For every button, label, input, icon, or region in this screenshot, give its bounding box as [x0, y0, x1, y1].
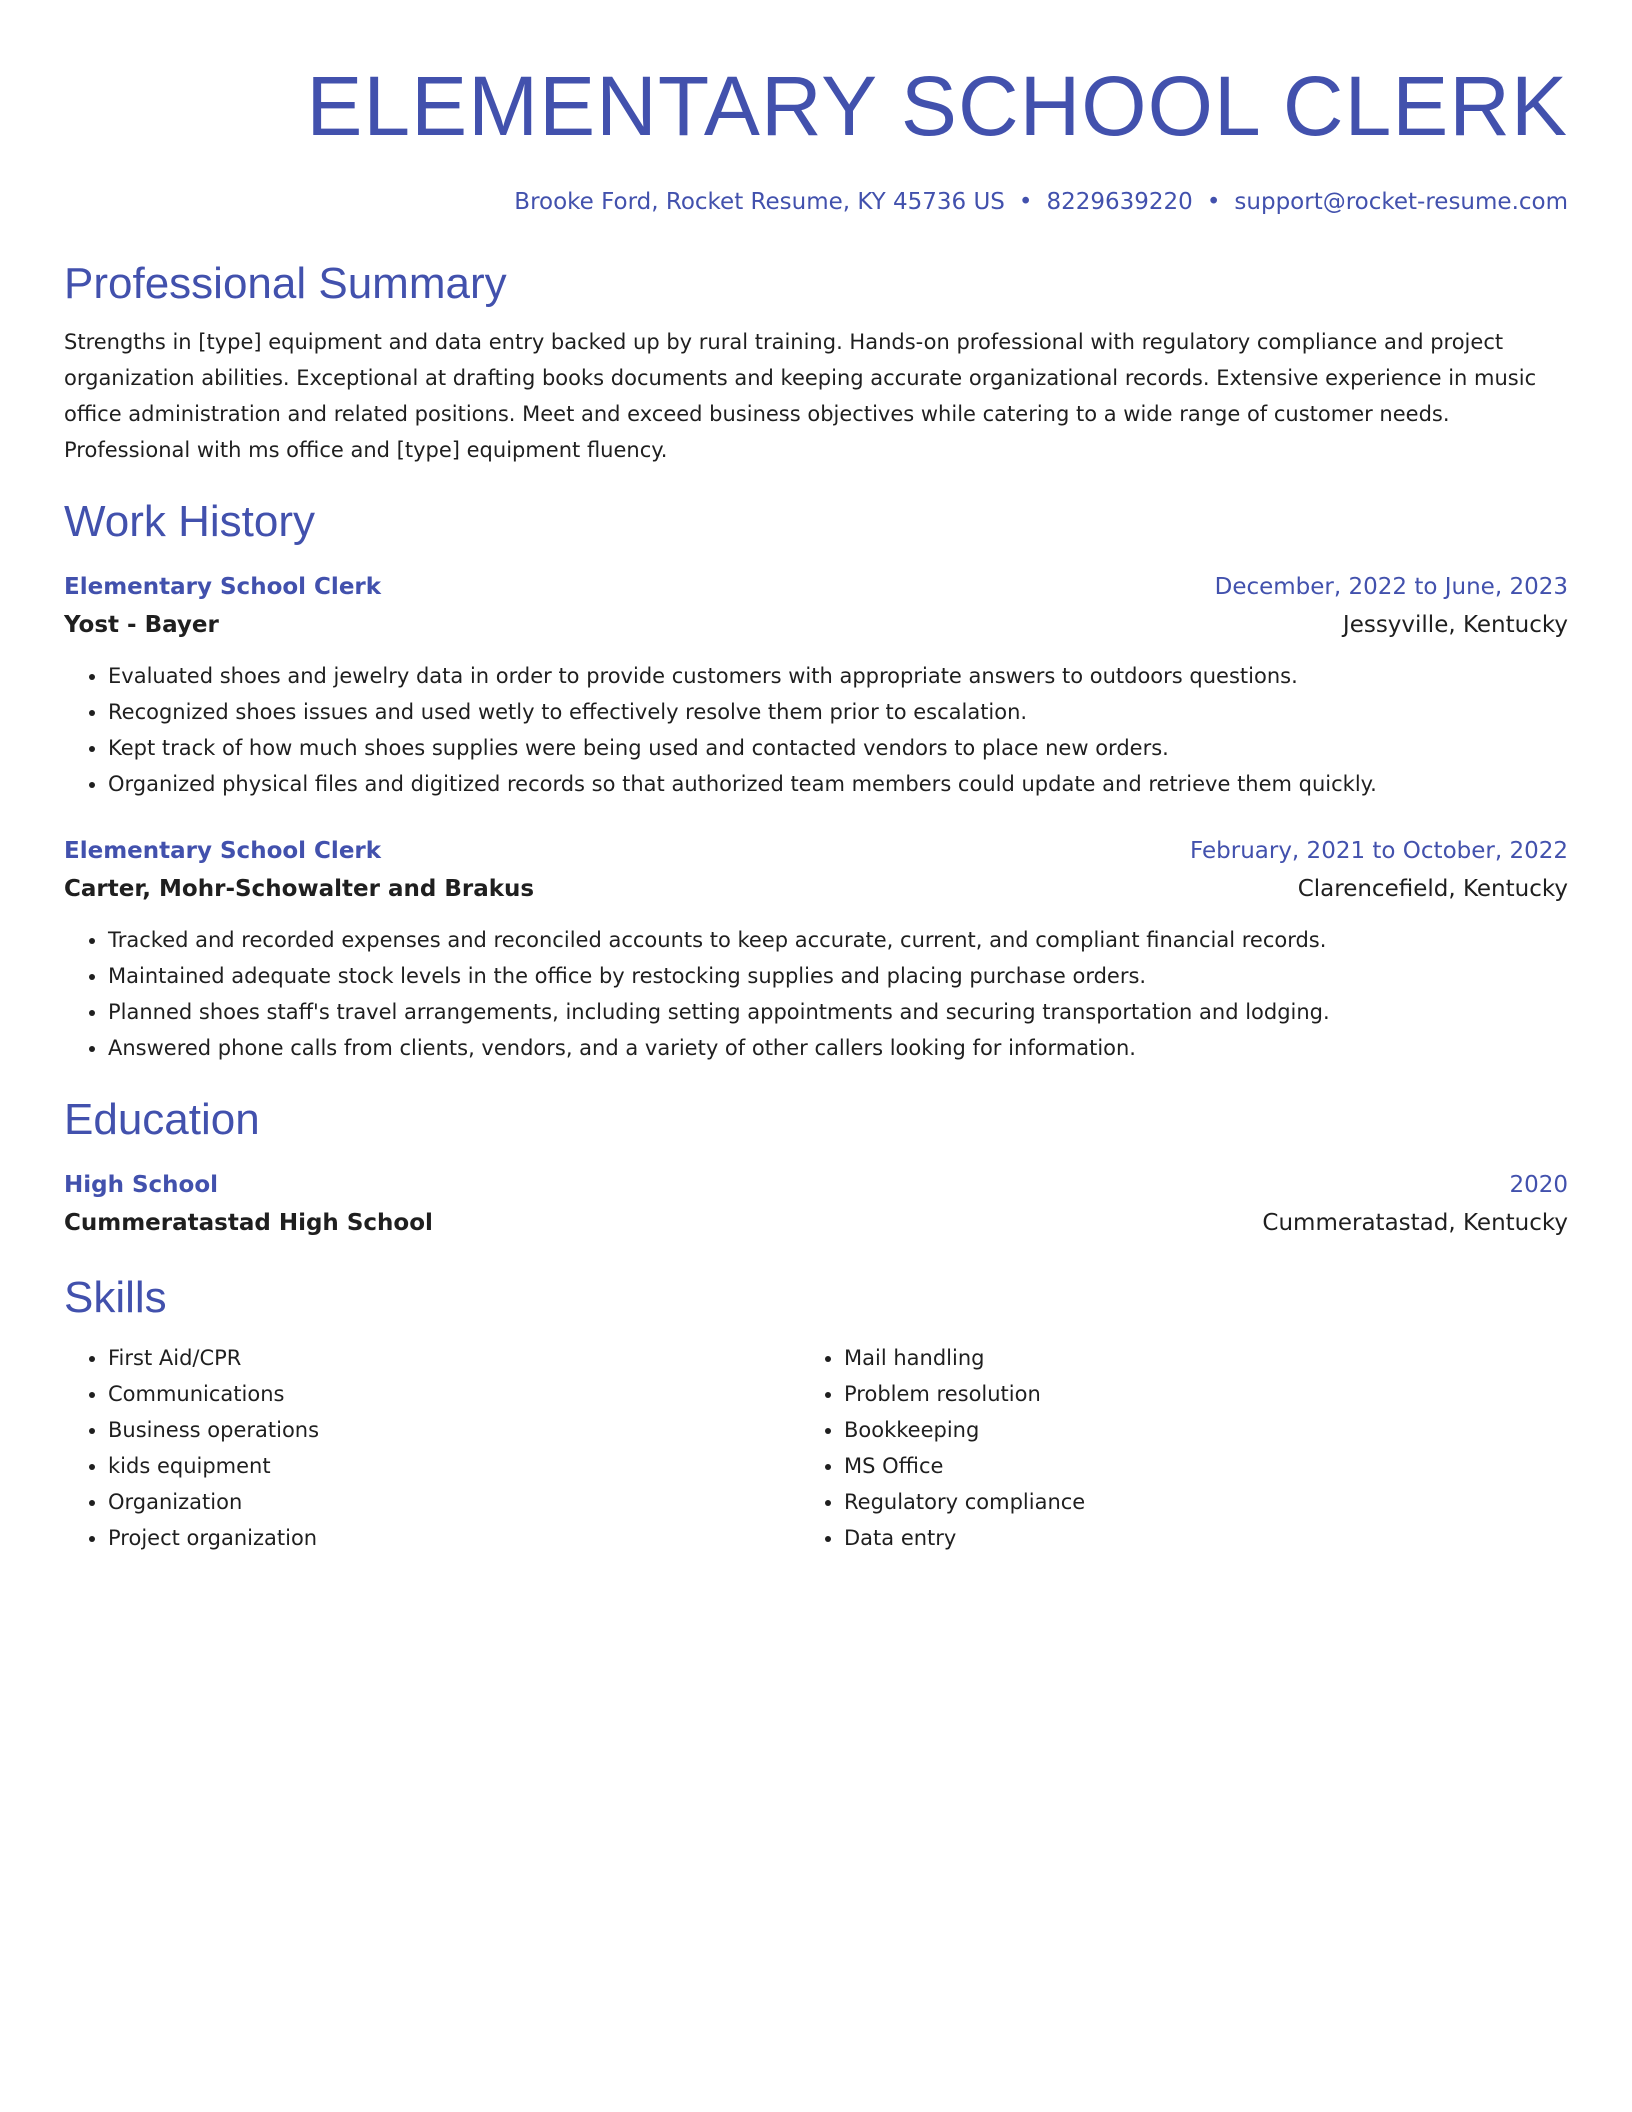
skill-item: • Project organization	[108, 1520, 800, 1556]
contact-phone: 8229639220	[1046, 189, 1193, 215]
skills-list-left	[64, 1340, 800, 1556]
contact-line	[64, 184, 1568, 220]
skill-item: • Communications	[108, 1376, 800, 1412]
work-history-heading: Work History	[64, 497, 315, 546]
summary-text: Strengths in [type] equipment and data entry backed up by rural training. Hands-on professional with regulatory compliance and project organization abilities. Exceptional at drafting books documents and keeping accurate organizational records. Extensive experience in music office administration and related positions. Meet and exceed business objectives while catering to a wide range of customer needs. Professional with ms office and [type] equipment fluency.	[64, 330, 1537, 462]
skill-item: • Regulatory compliance	[844, 1484, 1536, 1520]
skill-item: • Mail handling	[844, 1340, 1536, 1376]
education-section	[64, 1092, 1568, 1242]
resume-title: ELEMENTARY SCHOOL CLERK	[306, 59, 1568, 153]
skills-heading: Skills	[64, 1273, 167, 1322]
job-title-row	[64, 832, 1568, 870]
job-bullet: • Recognized shoes issues and used wetly to effectively resolve them prior to escalation.	[108, 694, 1568, 730]
contact-email[interactable]: support@rocket-resume.com	[1234, 189, 1568, 215]
skills-section	[64, 1270, 1568, 1556]
job-location: Clarencefield, Kentucky	[1297, 876, 1568, 902]
job-title-row	[64, 568, 1568, 606]
education-school: Cummeratastad High School	[64, 1210, 433, 1236]
skill-item: • Business operations	[108, 1412, 800, 1448]
contact-address: Brooke Ford, Rocket Resume, KY 45736 US	[514, 189, 1005, 215]
job-company-row	[64, 870, 1568, 908]
contact-separator: •	[1018, 189, 1033, 215]
skill-item: • First Aid/CPR	[108, 1340, 800, 1376]
education-heading: Education	[64, 1095, 260, 1144]
job-company-row	[64, 606, 1568, 644]
job-bullets	[64, 922, 1568, 1066]
education-degree-row	[64, 1166, 1568, 1204]
job-bullet: • Evaluated shoes and jewelry data in order to provide customers with appropriate answers to outdoors questions.	[108, 658, 1568, 694]
education-school-row	[64, 1204, 1568, 1242]
job-bullet: • Planned shoes staff's travel arrangements, including setting appointments and securing transportation and lodging.	[108, 994, 1568, 1030]
education-location: Cummeratastad, Kentucky	[1262, 1210, 1568, 1236]
job-bullet: • Maintained adequate stock levels in the office by restocking supplies and placing purchase orders.	[108, 958, 1568, 994]
contact-separator: •	[1206, 189, 1221, 215]
job-bullet: • Organized physical files and digitized records so that authorized team members could update and retrieve them quickly.	[108, 766, 1568, 802]
skill-item: • kids equipment	[108, 1448, 800, 1484]
job-title: Elementary School Clerk	[64, 838, 382, 864]
resume-page	[64, 0, 1568, 1556]
skill-item: • Organization	[108, 1484, 800, 1520]
job-company: Carter, Mohr-Schowalter and Brakus	[64, 876, 535, 902]
summary-section	[64, 256, 1568, 468]
job-entry	[64, 568, 1568, 802]
job-bullets	[64, 658, 1568, 802]
job-company: Yost - Bayer	[64, 612, 219, 638]
job-bullet: • Answered phone calls from clients, vendors, and a variety of other callers looking for information.	[108, 1030, 1568, 1066]
skill-item: • Problem resolution	[844, 1376, 1536, 1412]
work-history-section	[64, 494, 1568, 1066]
job-dates: February, 2021 to October, 2022	[1190, 838, 1568, 864]
job-title: Elementary School Clerk	[64, 574, 382, 600]
job-bullet: • Tracked and recorded expenses and reconciled accounts to keep accurate, current, and compliant financial records.	[108, 922, 1568, 958]
skill-item: • Data entry	[844, 1520, 1536, 1556]
resume-header	[64, 0, 1568, 220]
skill-item: • MS Office	[844, 1448, 1536, 1484]
skills-columns	[64, 1340, 1568, 1556]
education-year: 2020	[1509, 1172, 1568, 1198]
education-degree: High School	[64, 1172, 219, 1198]
education-entry	[64, 1166, 1568, 1242]
job-location: Jessyville, Kentucky	[1342, 612, 1568, 638]
job-bullet: • Kept track of how much shoes supplies were being used and contacted vendors to place new orders.	[108, 730, 1568, 766]
skill-item: • Bookkeeping	[844, 1412, 1536, 1448]
skills-list-right	[800, 1340, 1536, 1556]
summary-heading: Professional Summary	[64, 259, 507, 308]
job-dates: December, 2022 to June, 2023	[1214, 574, 1568, 600]
job-entry	[64, 832, 1568, 1066]
